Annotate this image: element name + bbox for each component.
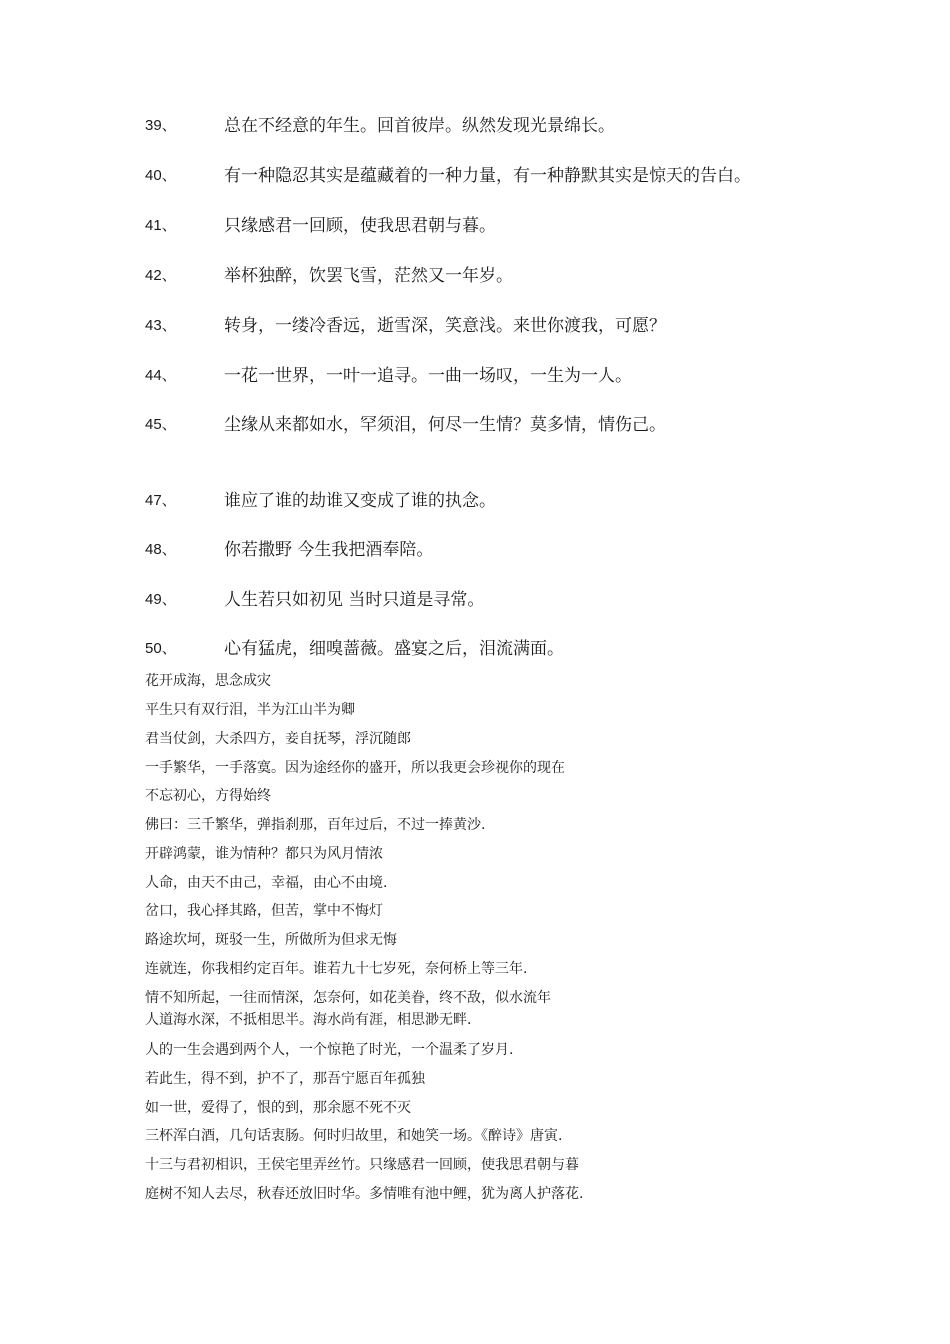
quote-text: 尘缘从来都如水，罕须泪，何尽一生情？莫多情，情伤己。	[224, 415, 666, 435]
quote-text: 只缘感君一回顾，使我思君朝与暮。	[224, 216, 496, 236]
quote-number: 50、	[145, 640, 177, 657]
quote-line: 路途坎坷，斑驳一生，所做所为但求无悔	[145, 932, 397, 948]
quote-line: 花开成海，思念成灾	[145, 673, 271, 689]
quote-line: 佛曰：三千繁华，弹指刹那，百年过后，不过一捧黄沙.	[145, 817, 486, 833]
quote-number: 41、	[145, 217, 177, 234]
numbered-quote-47	[0, 486, 950, 516]
quote-line: 连就连，你我相约定百年。谁若九十七岁死，奈何桥上等三年.	[145, 961, 528, 977]
numbered-quote-40	[0, 161, 950, 191]
quote-line: 岔口，我心择其路，但苦，掌中不悔灯	[145, 903, 383, 919]
quote-line: 三杯浑白酒，几句话衷肠。何时归故里，和她笑一场。《醉诗》唐寅.	[145, 1128, 563, 1144]
quote-line: 开辟鸿蒙，谁为情种？都只为风月情浓	[145, 846, 383, 862]
quote-text: 转身，一缕冷香远，逝雪深，笑意浅。来世你渡我，可愿？	[224, 316, 666, 336]
quote-line: 一手繁华，一手落寞。因为途经你的盛开，所以我更会珍视你的现在	[145, 760, 565, 776]
numbered-quote-48	[0, 535, 950, 565]
quote-text: 你若撒野 今生我把酒奉陪。	[224, 540, 434, 560]
quote-number: 42、	[145, 267, 177, 284]
quote-number: 49、	[145, 591, 177, 608]
quote-line: 君当仗剑，大杀四方，妾自抚琴，浮沉随郎	[145, 731, 411, 747]
quote-line: 十三与君初相识，王侯宅里弄丝竹。只缘感君一回顾，使我思君朝与暮	[145, 1157, 579, 1173]
numbered-quote-39	[0, 111, 950, 141]
quote-number: 45、	[145, 416, 177, 433]
quote-text: 人生若只如初见 当时只道是寻常。	[224, 590, 485, 610]
quote-text: 总在不经意的年生。回首彼岸。纵然发现光景绵长。	[224, 116, 615, 136]
quote-number: 48、	[145, 541, 177, 558]
quote-number: 44、	[145, 367, 177, 384]
quote-text: 举杯独醉，饮罢飞雪，茫然又一年岁。	[224, 266, 513, 286]
quote-line: 不忘初心，方得始终	[145, 788, 271, 804]
quote-number: 39、	[145, 117, 177, 134]
quote-line: 情不知所起，一往而情深，怎奈何，如花美眷，终不敌，似水流年	[145, 990, 551, 1006]
numbered-quote-50	[0, 634, 950, 664]
numbered-quote-43	[0, 311, 950, 341]
quote-line: 庭树不知人去尽，秋春还放旧时华。多情唯有池中鲤，犹为离人护落花.	[145, 1186, 584, 1202]
numbered-quote-41	[0, 211, 950, 241]
quote-line: 如一世，爱得了，恨的到，那余愿不死不灭	[145, 1100, 411, 1116]
quote-line: 若此生，得不到，护不了，那吾宁愿百年孤独	[145, 1071, 425, 1087]
quote-text: 心有猛虎，细嗅蔷薇。盛宴之后，泪流满面。	[224, 639, 564, 659]
quote-line: 人命，由天不由己，幸福，由心不由境.	[145, 875, 388, 891]
quote-number: 40、	[145, 167, 177, 184]
numbered-quote-49	[0, 585, 950, 615]
quote-line: 平生只有双行泪，半为江山半为卿	[145, 702, 355, 718]
quote-number: 47、	[145, 492, 177, 509]
numbered-quote-44	[0, 361, 950, 391]
quote-text: 有一种隐忍其实是蕴藏着的一种力量，有一种静默其实是惊天的告白。	[224, 166, 751, 186]
quote-text: 谁应了谁的劫谁又变成了谁的执念。	[224, 491, 496, 511]
numbered-quote-45	[0, 410, 950, 440]
numbered-quote-42	[0, 261, 950, 291]
quote-line: 人的一生会遇到两个人，一个惊艳了时光，一个温柔了岁月.	[145, 1042, 514, 1058]
quote-line: 人道海水深，不抵相思半。海水尚有涯，相思渺无畔.	[145, 1012, 472, 1028]
quote-number: 43、	[145, 317, 177, 334]
quote-text: 一花一世界，一叶一追寻。一曲一场叹，一生为一人。	[224, 366, 632, 386]
